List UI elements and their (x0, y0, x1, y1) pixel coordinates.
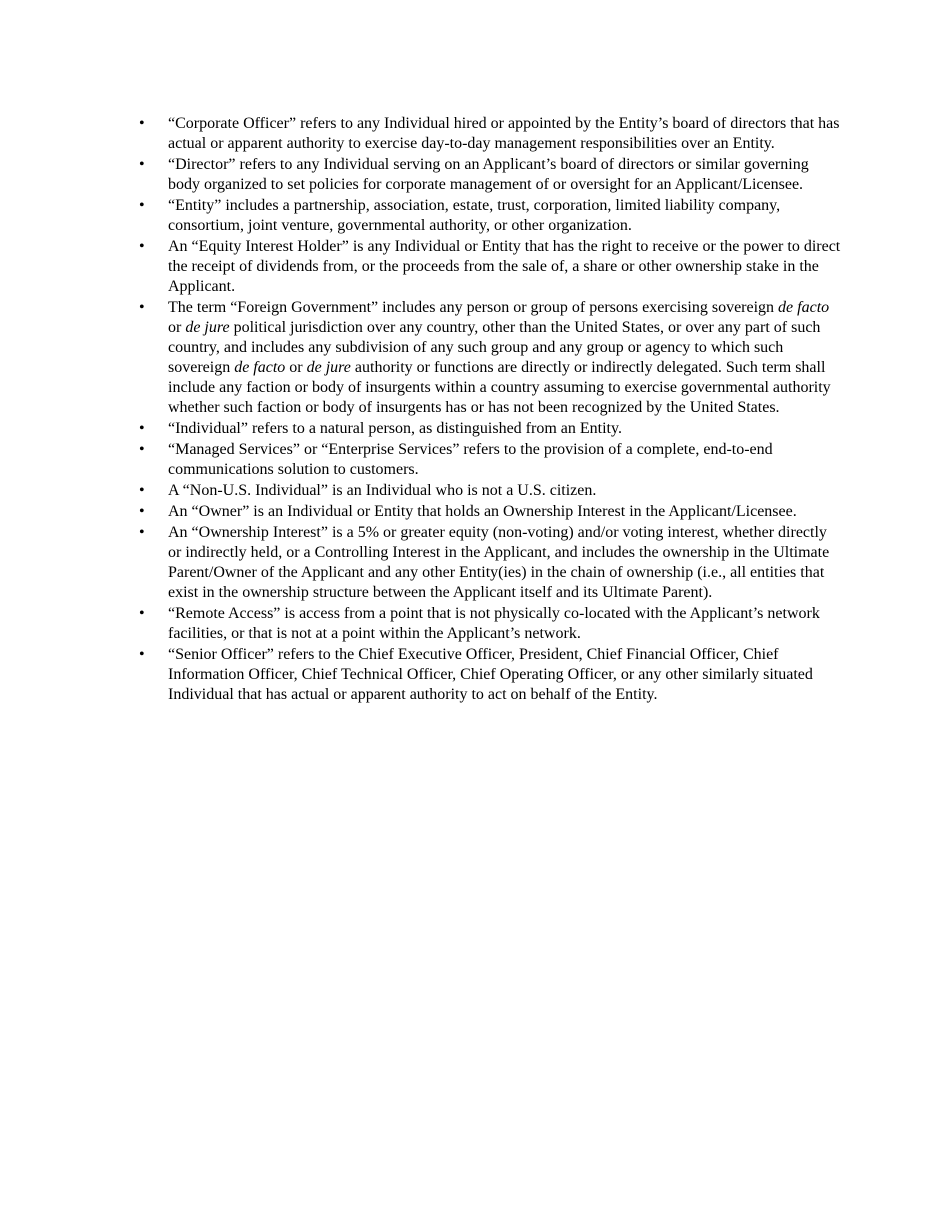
italic-term: de facto (234, 359, 286, 376)
definition-text (168, 605, 820, 642)
text-segment: or (168, 319, 186, 336)
bullet-icon: • (139, 197, 145, 214)
bullet-icon: • (139, 156, 145, 173)
text-segment: “Senior Officer” refers to the Chief Executive Officer, President, Chief Financial Officer, Chief Information Officer, Chief Technical Officer, Chief Operating Officer, or any other similarly situated Individual that has actual or apparent authority to act on behalf of the Entity. (168, 646, 813, 703)
text-segment: An “Equity Interest Holder” is any Individual or Entity that has the right to receive or the power to direct the receipt of dividends from, or the proceeds from the sale of, a share or other ownership stake in the Applicant. (168, 238, 841, 295)
bullet-icon: • (139, 605, 145, 622)
text-segment: “Entity” includes a partnership, association, estate, trust, corporation, limited liability company, consortium, joint venture, governmental authority, or other organization. (168, 197, 781, 234)
definition-text (168, 197, 780, 234)
text-segment: or (285, 359, 307, 376)
bullet-icon: • (139, 299, 145, 316)
definition-item (137, 523, 842, 603)
definition-text (168, 238, 840, 295)
definition-text (168, 115, 839, 152)
bullet-icon: • (139, 646, 145, 663)
text-segment: “Director” refers to any Individual serving on an Applicant’s board of directors or similar governing body organized to set policies for corporate management of or oversight for an Applicant/Licensee. (168, 156, 809, 193)
definition-text (168, 482, 596, 499)
text-segment: An “Owner” is an Individual or Entity that holds an Ownership Interest in the Applicant/Licensee. (168, 503, 797, 520)
bullet-icon: • (139, 524, 145, 541)
definition-item (137, 298, 842, 418)
definition-item (137, 155, 842, 195)
definition-item (137, 237, 842, 297)
definition-item (137, 502, 842, 522)
text-segment: An “Ownership Interest” is a 5% or greater equity (non-voting) and/or voting interest, whether directly or indirectly held, or a Controlling Interest in the Applicant, and includes the ownership in the Ultimate Parent/Owner of the Applicant and any other Entity(ies) in the chain of ownership (i.e., all entities that exist in the ownership structure between the Applicant itself and its Ultimate Parent). (168, 524, 830, 601)
text-segment: authority or functions are directly or indirectly delegated. Such term shall include any faction or body of insurgents within a country assuming to exercise governmental authority whether such faction or body of insurgents has or has not been recognized by the United States. (168, 359, 831, 416)
bullet-icon: • (139, 441, 145, 458)
definition-item (137, 481, 842, 501)
definition-item (137, 645, 842, 705)
definition-text (168, 441, 773, 478)
definition-item (137, 114, 842, 154)
text-segment: “Remote Access” is access from a point that is not physically co-located with the Applicant’s network facilities, or that is not at a point within the Applicant’s network. (168, 605, 820, 642)
text-segment: political jurisdiction over any country, other than the United States, or over any part of such country, and includes any subdivision of any such group and any group or agency to which such sovereign (168, 319, 821, 376)
bullet-icon: • (139, 503, 145, 520)
definition-text (168, 524, 829, 601)
bullet-icon: • (139, 115, 145, 132)
definitions-list (137, 114, 842, 706)
definition-item (137, 419, 842, 439)
bullet-icon: • (139, 482, 145, 499)
definition-text (168, 156, 809, 193)
text-segment: “Corporate Officer” refers to any Individual hired or appointed by the Entity’s board of directors that has actual or apparent authority to exercise day-to-day management responsibilities over an Entity. (168, 115, 840, 152)
text-segment: A “Non-U.S. Individual” is an Individual who is not a U.S. citizen. (168, 482, 597, 499)
definition-text (168, 420, 622, 437)
text-segment: “Managed Services” or “Enterprise Services” refers to the provision of a complete, end-to-end communications solution to customers. (168, 441, 773, 478)
definition-text (168, 299, 831, 416)
definition-text (168, 646, 813, 703)
italic-term: de jure (185, 319, 230, 336)
italic-term: de facto (778, 299, 830, 316)
definition-item (137, 196, 842, 236)
bullet-icon: • (139, 238, 145, 255)
italic-term: de jure (306, 359, 351, 376)
definition-item (137, 440, 842, 480)
bullet-icon: • (139, 420, 145, 437)
definition-item (137, 604, 842, 644)
text-segment: The term “Foreign Government” includes any person or group of persons exercising sovereign (168, 299, 779, 316)
text-segment: “Individual” refers to a natural person, as distinguished from an Entity. (168, 420, 622, 437)
definition-text (168, 503, 797, 520)
